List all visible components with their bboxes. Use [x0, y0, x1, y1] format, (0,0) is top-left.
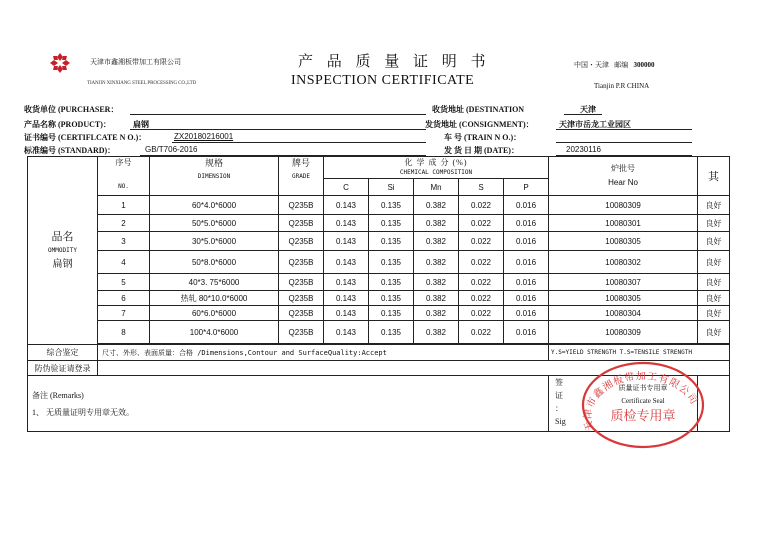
no-header: 序号 NO.: [98, 157, 150, 196]
consignment-value: 天津市岳龙工业园区: [559, 120, 631, 129]
purchaser-label: 收货单位 (PURCHASER：: [24, 105, 119, 114]
product-line: [130, 129, 426, 130]
location-cn: 中国・天津 邮编 300000: [574, 61, 655, 69]
table-row: 3 30*5.0*6000 Q235B 0.143 0.135 0.382 0.022 0.016 10080305 良好: [28, 232, 730, 251]
anti-fake-label: 防伪验证请登录: [28, 361, 98, 376]
table-row: 8 100*4.0*6000 Q235B 0.143 0.135 0.382 0.022 0.016 10080309 良好: [28, 321, 730, 344]
stamp-en: Certificate Seal: [621, 397, 665, 405]
table-row: 1 60*4.0*6000 Q235B 0.143 0.135 0.382 0.022 0.016 10080309 良好: [28, 196, 730, 215]
el-c: C: [324, 179, 369, 196]
remarks-cell: 备注 (Remarks) 1、 无质量证明专用章无效。: [28, 376, 549, 432]
table-row: 5 40*3. 75*6000 Q235B 0.143 0.135 0.382 0.022 0.016 10080307 良好: [28, 274, 730, 291]
other-header: 其: [698, 157, 730, 196]
stamp-title: 质量证书专用章: [618, 384, 668, 392]
destination-label: 收货地址 (DESTINATION: [432, 105, 525, 114]
summary-text: 尺寸、外形、表面质量：合格 /Dimensions,Contour and SurfaceQuality:Accept: [98, 345, 549, 361]
company-name-cn: 天津市鑫湘板带加工有限公司: [90, 58, 181, 66]
heat-header: 炉批号 Hear No: [549, 157, 698, 196]
train-line: [556, 142, 692, 143]
table-row: 7 60*6.0*6000 Q235B 0.143 0.135 0.382 0.022 0.016 10080304 良好: [28, 306, 730, 321]
title-en: INSPECTION CERTIFICATE: [291, 73, 475, 88]
el-mn: Mn: [414, 179, 459, 196]
location-en: Tianjin P.R CHINA: [594, 82, 650, 90]
commodity-cell: 品名 OMMODITY 扁钢: [28, 157, 98, 345]
purchaser-line: [130, 114, 426, 115]
company-name-en: TIANJIN XINXIANG STEEL PROCESSING CO.,LTD: [87, 81, 197, 86]
destination-value: 天津: [580, 105, 596, 114]
cert-no-line: [172, 142, 426, 143]
cert-no-value: ZX20180216001: [174, 132, 234, 141]
date-label: 发 货 日 期 (DATE)：: [444, 146, 519, 155]
stamp-ring-text: 天津市鑫湘板带加工有限公司: [582, 371, 700, 433]
company-logo-icon: [49, 52, 71, 74]
title-cn: 产 品 质 量 证 明 书: [298, 54, 491, 70]
product-label: 产品名称 (PRODUCT)：: [24, 120, 111, 129]
el-p: P: [504, 179, 549, 196]
grade-header: 牌号 GRADE: [279, 157, 324, 196]
standard-label: 标准编号 (STANDARD)：: [24, 146, 116, 155]
product-value: 扁钢: [133, 120, 149, 129]
stamp-big: 质检专用章: [610, 408, 676, 423]
standard-value: GB/T706-2016: [145, 145, 198, 154]
train-label: 车 号 (TRAIN N O.)：: [444, 133, 522, 142]
chem-header: 化 学 成 分 (%) CHEMICAL COMPOSITION: [324, 157, 549, 179]
cert-no-label: 证书编号 (CERTIFLCATE N O.)：: [24, 133, 147, 142]
sign-cell: 签 证 ： Sig: [549, 376, 698, 432]
table-row: 6 热轧 80*10.0*6000 Q235B 0.143 0.135 0.382 0.022 0.016 10080305 良好: [28, 291, 730, 306]
table-row: 4 50*8.0*6000 Q235B 0.143 0.135 0.382 0.022 0.016 10080302 良好: [28, 251, 730, 274]
summary-label: 综合鉴定: [28, 345, 98, 361]
quality-seal-stamp: [578, 360, 708, 450]
date-value: 20230116: [566, 145, 601, 154]
strength-note: Y.S=YIELD STRENGTH T.S=TENSILE STRENGTH: [549, 345, 730, 361]
consignment-label: 发货地址 (CONSIGNMENT)：: [425, 120, 534, 129]
dimension-header: 规格 DIMENSION: [150, 157, 279, 196]
table-row: 2 50*5.0*6000 Q235B 0.143 0.135 0.382 0.022 0.016 10080301 良好: [28, 215, 730, 232]
el-si: Si: [369, 179, 414, 196]
el-s: S: [459, 179, 504, 196]
